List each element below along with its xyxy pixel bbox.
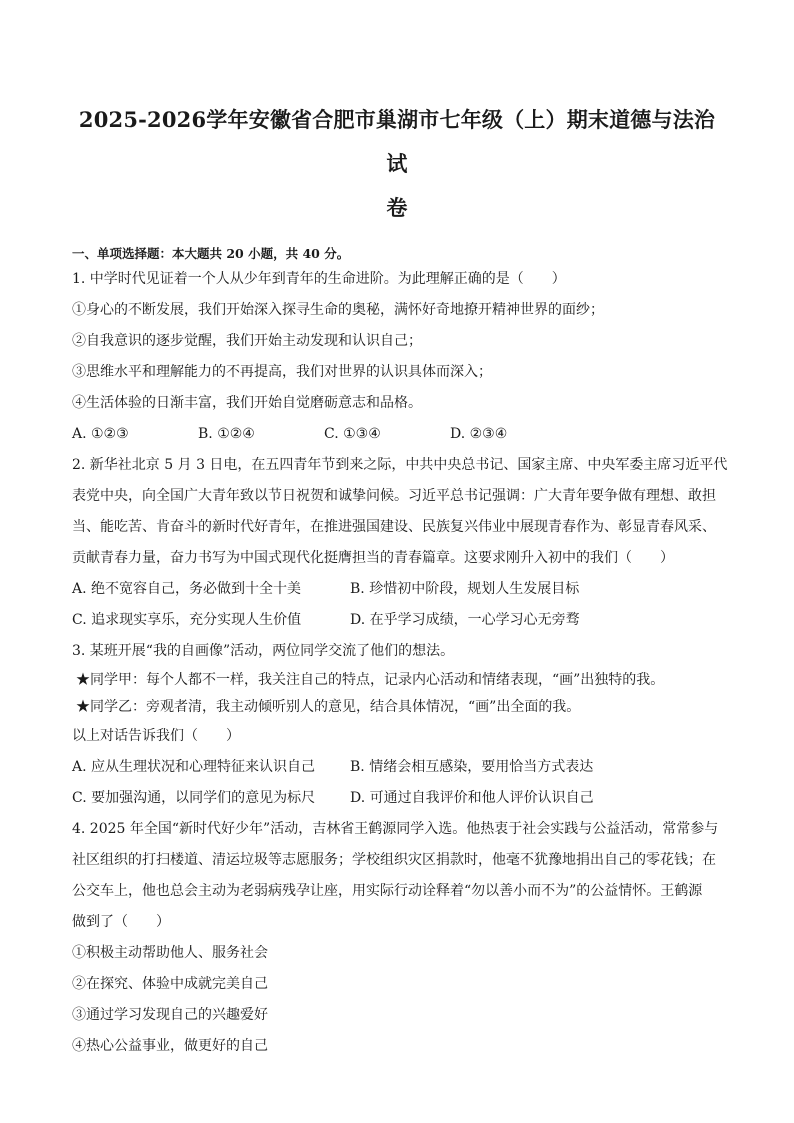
statement-item: ③思维水平和理解能力的不再提高，我们对世界的认识具体而深入； bbox=[72, 364, 492, 380]
statement-item: ①身心的不断发展，我们开始深入探寻生命的奥秘，满怀好奇地撩开精神世界的面纱； bbox=[72, 302, 604, 318]
option-d: D. 可通过自我评价和他人评价认识自己 bbox=[350, 790, 594, 806]
option-c: C. 追求现实享乐，充分实现人生价值 bbox=[72, 612, 302, 628]
answer-options bbox=[72, 783, 722, 814]
statement-item: ④生活体验的日渐丰富，我们开始自觉磨砺意志和品格。 bbox=[72, 395, 422, 411]
question-3 bbox=[72, 636, 722, 814]
option-c: C. 要加强沟通，以同学们的意见为标尺 bbox=[72, 790, 316, 806]
answer-options bbox=[72, 574, 722, 605]
question-stem-line: 2. 新华社北京 5 月 3 日电，在五四青年节到来之际，中共中央总书记、国家主席、中央军委主席习近平代 bbox=[72, 457, 728, 473]
question-stem: 1. 中学时代见证着一个人从少年到青年的生命进阶。为此理解正确的是（ ） bbox=[72, 271, 566, 287]
question-2 bbox=[72, 450, 728, 636]
statement-item: ①积极主动帮助他人、服务社会 bbox=[72, 945, 268, 961]
option-b: B. 珍惜初中阶段，规划人生发展目标 bbox=[350, 581, 580, 597]
question-stem-line: 表党中央，向全国广大青年致以节日祝贺和诚挚问候。习近平总书记强调：广大青年要争做有理想、敢担 bbox=[72, 488, 716, 504]
question-4 bbox=[72, 814, 722, 1062]
quote-line: ★同学甲：每个人都不一样，我关注自己的特点，记录内心活动和情绪表现，“画”出独特的我。 bbox=[76, 672, 665, 688]
option-d: D. ②③④ bbox=[450, 426, 508, 442]
statement-item: ③通过学习发现自己的兴趣爱好 bbox=[72, 1007, 268, 1023]
statement-item: ②在探究、体验中成就完美自己 bbox=[72, 976, 268, 992]
question-1 bbox=[72, 264, 722, 450]
section-header: 一、单项选择题：本大题共 20 小题，共 40 分。 bbox=[72, 246, 350, 261]
question-stem-line: 4. 2025 年全国“新时代好少年”活动，吉林省王鹤源同学入选。他热衷于社会实践与公益活动，常常参与 bbox=[72, 821, 719, 837]
question-stem-line: 做到了（ ） bbox=[72, 914, 170, 930]
question-stem-line: 贡献青春力量，奋力书写为中国式现代化挺膺担当的青春篇章。这要求刚升入初中的我们（ ） bbox=[72, 550, 674, 566]
option-a: A. ①②③ bbox=[72, 426, 129, 442]
question-stem: 3. 某班开展“我的自画像”活动，两位同学交流了他们的想法。 bbox=[72, 643, 455, 659]
option-b: B. ①②④ bbox=[198, 426, 255, 442]
answer-options bbox=[72, 419, 722, 450]
question-stem-line: 公交车上，他也总会主动为老弱病残孕让座，用实际行动诠释着“勿以善小而不为”的公益情怀。王鹤源 bbox=[72, 883, 703, 899]
option-d: D. 在乎学习成绩，一心学习心无旁骛 bbox=[350, 612, 580, 628]
page-title bbox=[72, 98, 722, 230]
option-a: A. 应从生理状况和心理特征来认识自己 bbox=[72, 759, 316, 775]
question-stem-line: 社区组织的打扫楼道、清运垃圾等志愿服务；学校组织灾区捐款时，他毫不犹豫地捐出自己的零花钱；在 bbox=[72, 852, 716, 868]
option-a: A. 绝不宽容自己，务必做到十全十美 bbox=[72, 581, 302, 597]
title-line-1: 2025-2026学年安徽省合肥市巢湖市七年级（上）期末道德与法治试 bbox=[78, 107, 716, 176]
quote-line: ★同学乙：旁观者清，我主动倾听别人的意见，结合具体情况，“画”出全面的我。 bbox=[76, 699, 581, 715]
option-c: C. ①③④ bbox=[324, 426, 381, 442]
question-stem-line: 当、能吃苦、肯奋斗的新时代好青年，在推进强国建设、民族复兴伟业中展现青春作为、彰显青春风采、 bbox=[72, 519, 716, 535]
statement-item: ②自我意识的逐步觉醒，我们开始主动发现和认识自己； bbox=[72, 333, 422, 349]
question-ask: 以上对话告诉我们（ ） bbox=[72, 728, 240, 744]
title-line-2: 卷 bbox=[386, 195, 408, 220]
option-b: B. 情绪会相互感染，要用恰当方式表达 bbox=[350, 759, 594, 775]
answer-options bbox=[72, 752, 722, 783]
statement-item: ④热心公益事业，做更好的自己 bbox=[72, 1038, 268, 1054]
answer-options bbox=[72, 605, 722, 636]
